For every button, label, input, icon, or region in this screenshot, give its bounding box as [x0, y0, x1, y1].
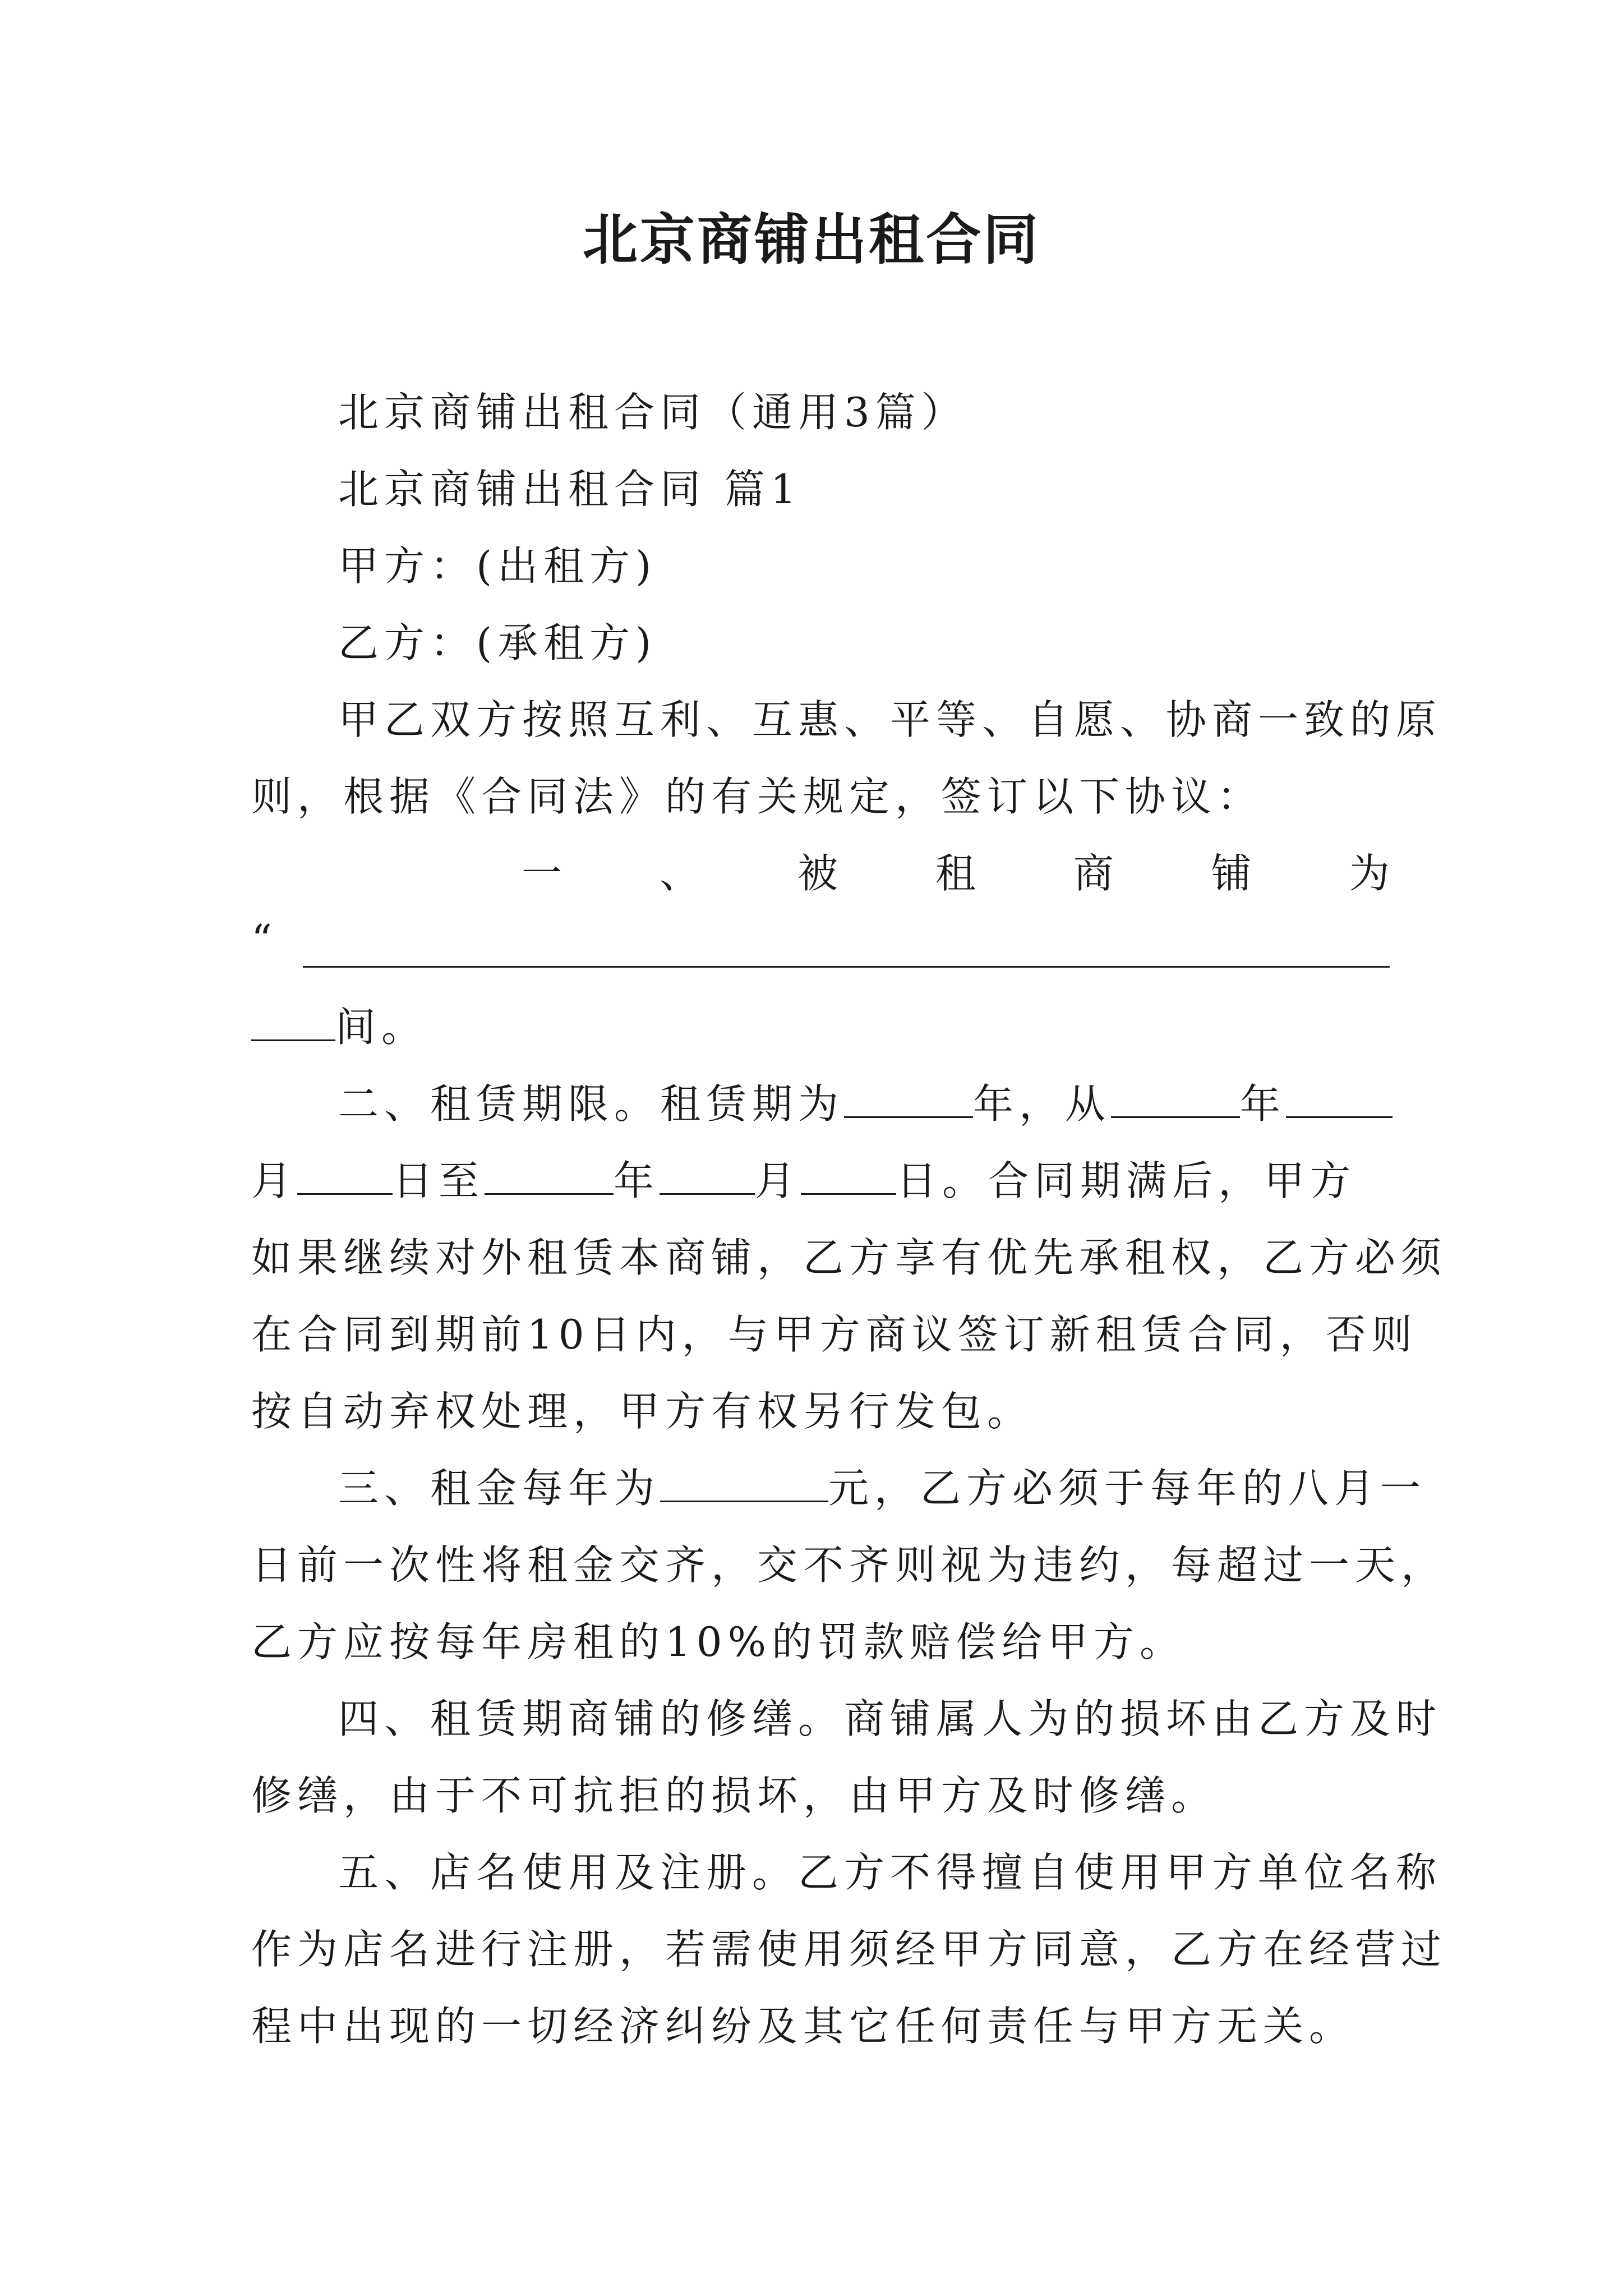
clause-1-word: 、: [659, 850, 700, 897]
blank-field: [801, 1156, 896, 1195]
clause-1-word: 商: [1073, 850, 1114, 897]
clause-3-text: 三、租金每年为: [338, 1465, 661, 1512]
clause-1-line-1: [522, 845, 1390, 901]
clause-3-text: 元，乙方必须于每年的八月一: [828, 1465, 1427, 1512]
clause-1-line-3: [251, 999, 1390, 1055]
subtitle: 北京商铺出租合同（通用3篇）: [338, 389, 967, 436]
clause-2-line-1: [338, 1076, 1390, 1132]
clause-2-text: 日。合同期满后，甲方: [896, 1157, 1357, 1204]
clause-1-end: 间。: [335, 1004, 428, 1051]
document-title: 北京商铺出租合同: [582, 208, 1040, 272]
clause-2-text: 月: [755, 1157, 801, 1204]
part-heading: 北京商铺出租合同 篇1: [338, 466, 802, 513]
clause-2-text: 日至: [393, 1157, 485, 1204]
clause-5-line-1: 五、店名使用及注册。乙方不得擅自使用甲方单位名称: [338, 1849, 1442, 1896]
clause-5-line-2: 作为店名进行注册，若需使用须经甲方同意，乙方在经营过: [251, 1926, 1447, 1973]
blank-field: [297, 1156, 393, 1195]
clause-2-line-5: 按自动弃权处理，甲方有权另行发包。: [251, 1388, 1034, 1435]
clause-1-word: 为: [1349, 850, 1390, 897]
blank-field: [844, 1079, 973, 1118]
intro-line-2: 则，根据《合同法》的有关规定，签订以下协议：: [251, 773, 1264, 820]
clause-2-line-2: [251, 1153, 1390, 1209]
clause-1-word: 被: [797, 850, 838, 897]
clause-2-text: 二、租赁期限。租赁期为: [338, 1080, 845, 1128]
clause-2-text: 年，从: [973, 1080, 1112, 1128]
blank-field: [1286, 1079, 1393, 1118]
blank-field: [1111, 1079, 1240, 1118]
clause-3-line-3: 乙方应按每年房租的10%的罚款赔偿给甲方。: [251, 1618, 1186, 1665]
blank-field: [660, 1464, 828, 1502]
clause-4-line-1: 四、租赁期商铺的修缮。商铺属人为的损坏由乙方及时: [338, 1695, 1442, 1742]
clause-3-line-1: [338, 1460, 1427, 1516]
clause-3-line-2: 日前一次性将租金交齐，交不齐则视为违约，每超过一天，: [251, 1542, 1447, 1589]
clause-1-word: 铺: [1211, 850, 1252, 897]
clause-1-quote: “: [251, 916, 278, 963]
blank-field: [485, 1156, 614, 1195]
clause-4-line-2: 修缮，由于不可抗拒的损坏，由甲方及时修缮。: [251, 1772, 1218, 1819]
clause-1-word: 租: [935, 850, 976, 897]
clause-2-text: 年: [614, 1157, 660, 1204]
blank-field: [251, 1002, 335, 1041]
intro-line-1: 甲乙双方按照互利、互惠、平等、自愿、协商一致的原: [338, 696, 1442, 743]
party-b: 乙方：(承租方): [338, 619, 657, 666]
clause-2-text: 月: [251, 1157, 298, 1204]
clause-2-line-4: 在合同到期前10日内，与甲方商议签订新租赁合同，否则: [251, 1311, 1418, 1358]
clause-5-line-3: 程中出现的一切经济纠纷及其它任何责任与甲方无关。: [251, 2003, 1355, 2050]
clause-2-text: 年: [1240, 1080, 1287, 1128]
clause-1-fill-line: [303, 966, 1390, 968]
clause-2-line-3: 如果继续对外租赁本商铺，乙方享有优先承租权，乙方必须: [251, 1234, 1447, 1281]
clause-1-word: 一: [522, 850, 562, 897]
blank-field: [660, 1156, 755, 1195]
party-a: 甲方：(出租方): [338, 542, 657, 590]
